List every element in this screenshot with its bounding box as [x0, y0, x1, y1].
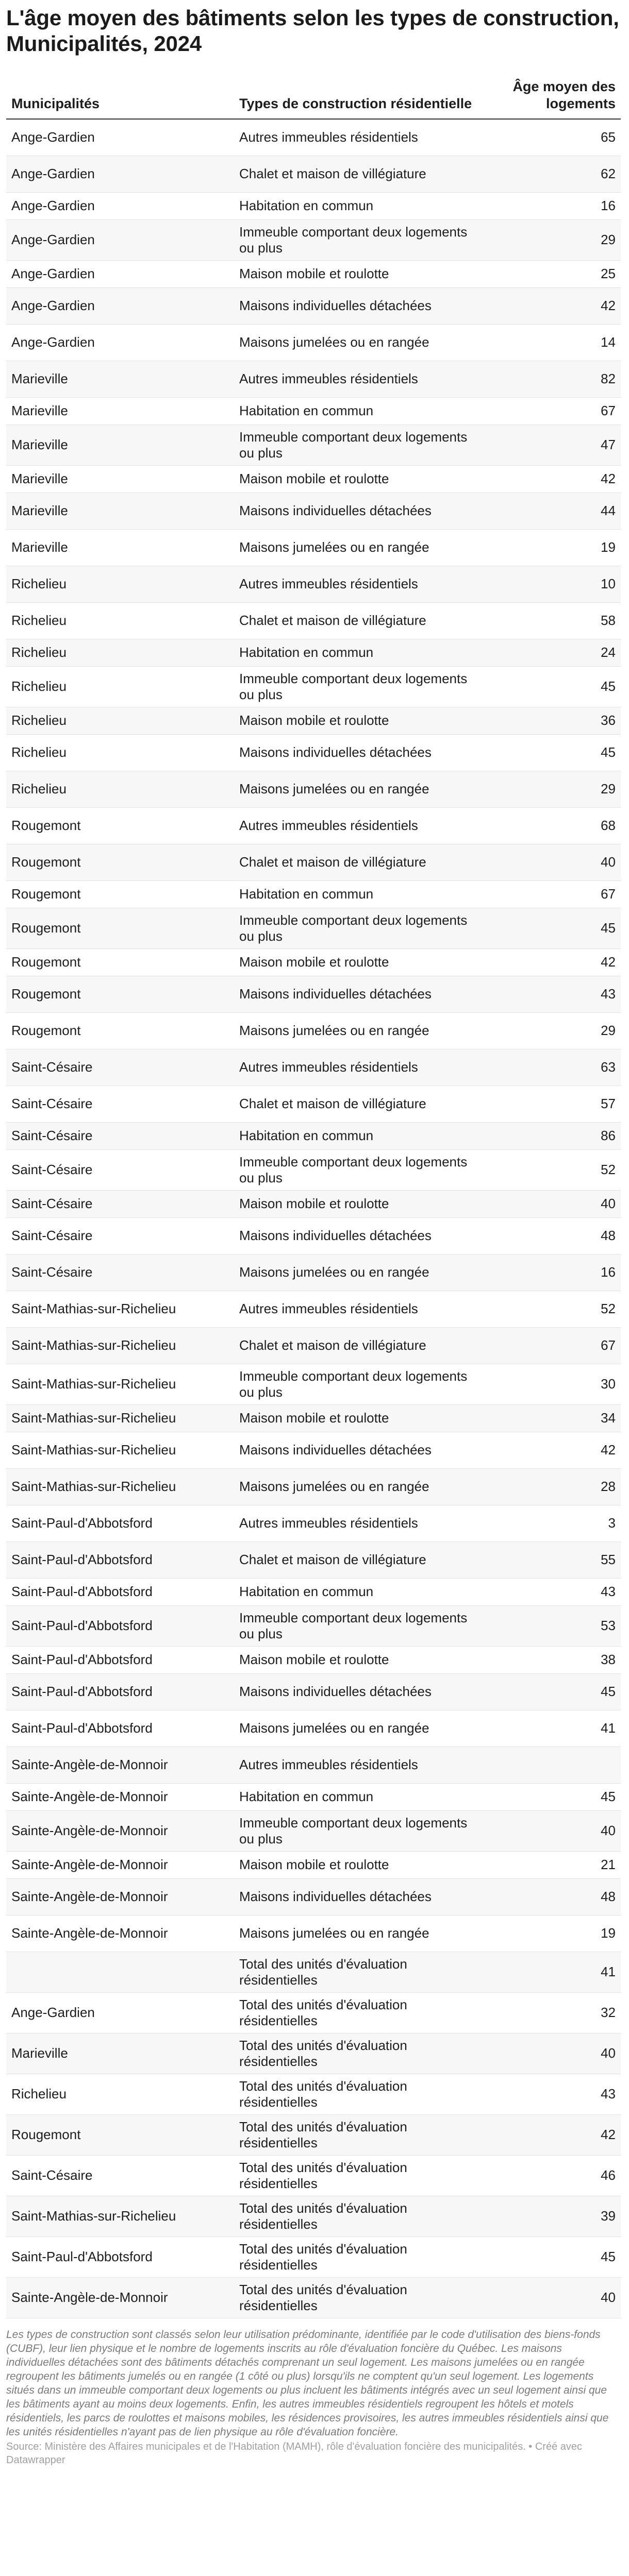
cell-municipalite: Richelieu: [6, 666, 234, 707]
cell-type-construction: Maison mobile et roulotte: [234, 1190, 482, 1217]
table-row: [6, 1086, 621, 1122]
cell-municipalite: Saint-Césaire: [6, 1086, 234, 1122]
cell-type-construction: Habitation en commun: [234, 192, 482, 219]
table-row: [6, 639, 621, 666]
data-table: [6, 78, 621, 2318]
cell-age-moyen: 16: [482, 1254, 621, 1291]
cell-age-moyen: 40: [482, 2277, 621, 2318]
cell-type-construction: Total des unités d'évaluation résidentielles: [234, 2236, 482, 2277]
cell-age-moyen: 44: [482, 493, 621, 529]
cell-age-moyen: 42: [482, 1432, 621, 1468]
table-row: [6, 1049, 621, 1086]
table-row: [6, 2236, 621, 2277]
table-row: [6, 1122, 621, 1149]
cell-age-moyen: 62: [482, 156, 621, 192]
cell-age-moyen: 32: [482, 1992, 621, 2033]
cell-age-moyen: 29: [482, 771, 621, 807]
table-row: [6, 1878, 621, 1915]
cell-municipalite: Saint-Paul-d'Abbotsford: [6, 1541, 234, 1578]
cell-age-moyen: 38: [482, 1646, 621, 1673]
cell-age-moyen: 45: [482, 734, 621, 771]
cell-type-construction: Maisons individuelles détachées: [234, 493, 482, 529]
cell-municipalite: Sainte-Angèle-de-Monnoir: [6, 1851, 234, 1878]
table-row: [6, 1217, 621, 1254]
cell-type-construction: Maisons jumelées ou en rangée: [234, 1254, 482, 1291]
cell-type-construction: Total des unités d'évaluation résidentielles: [234, 2074, 482, 2114]
cell-age-moyen: 40: [482, 2033, 621, 2074]
cell-municipalite: Marieville: [6, 425, 234, 465]
cell-type-construction: Immeuble comportant deux logements ou plus: [234, 1605, 482, 1646]
table-row: [6, 1810, 621, 1851]
cell-type-construction: Maisons jumelées ou en rangée: [234, 1012, 482, 1049]
cell-municipalite: Saint-Mathias-sur-Richelieu: [6, 1404, 234, 1432]
table-row: [6, 361, 621, 397]
table-row: [6, 1646, 621, 1673]
cell-age-moyen: 45: [482, 1673, 621, 1710]
cell-municipalite: Richelieu: [6, 707, 234, 734]
column-header-municipalites[interactable]: Municipalités: [6, 78, 234, 119]
table-row: [6, 1254, 621, 1291]
cell-age-moyen: 42: [482, 2114, 621, 2155]
table-row: [6, 397, 621, 425]
cell-age-moyen: 67: [482, 1327, 621, 1364]
table-row: [6, 260, 621, 287]
cell-age-moyen: 63: [482, 1049, 621, 1086]
cell-type-construction: Total des unités d'évaluation résidentielles: [234, 1952, 482, 1992]
cell-municipalite: [6, 1952, 234, 1992]
table-row: [6, 666, 621, 707]
cell-municipalite: Rougemont: [6, 908, 234, 948]
cell-municipalite: Saint-Paul-d'Abbotsford: [6, 1673, 234, 1710]
cell-municipalite: Rougemont: [6, 2114, 234, 2155]
cell-age-moyen: 45: [482, 908, 621, 948]
cell-type-construction: Immeuble comportant deux logements ou plus: [234, 1364, 482, 1404]
table-row: [6, 287, 621, 324]
cell-type-construction: Maisons jumelées ou en rangée: [234, 1468, 482, 1505]
table-row: [6, 2114, 621, 2155]
table-row: [6, 1012, 621, 1049]
cell-type-construction: Chalet et maison de villégiature: [234, 844, 482, 880]
cell-age-moyen: 42: [482, 465, 621, 493]
table-row: [6, 1468, 621, 1505]
table-row: [6, 2277, 621, 2318]
cell-type-construction: Immeuble comportant deux logements ou plus: [234, 219, 482, 260]
cell-age-moyen: 43: [482, 2074, 621, 2114]
cell-age-moyen: 30: [482, 1364, 621, 1404]
cell-age-moyen: 43: [482, 976, 621, 1012]
table-row: [6, 908, 621, 948]
cell-type-construction: Habitation en commun: [234, 1122, 482, 1149]
table-row: [6, 119, 621, 156]
cell-type-construction: Maisons jumelées ou en rangée: [234, 529, 482, 566]
table-row: [6, 707, 621, 734]
cell-age-moyen: 41: [482, 1952, 621, 1992]
cell-type-construction: Maisons individuelles détachées: [234, 1432, 482, 1468]
cell-municipalite: Rougemont: [6, 844, 234, 880]
table-row: [6, 219, 621, 260]
cell-age-moyen: 67: [482, 880, 621, 908]
cell-municipalite: Marieville: [6, 465, 234, 493]
table-row: [6, 1149, 621, 1190]
cell-municipalite: Marieville: [6, 361, 234, 397]
table-row: [6, 1190, 621, 1217]
cell-type-construction: Autres immeubles résidentiels: [234, 1049, 482, 1086]
cell-age-moyen: 45: [482, 666, 621, 707]
cell-age-moyen: 40: [482, 844, 621, 880]
table-row: [6, 425, 621, 465]
cell-type-construction: Habitation en commun: [234, 1783, 482, 1810]
cell-municipalite: Saint-Mathias-sur-Richelieu: [6, 1432, 234, 1468]
table-row: [6, 1578, 621, 1605]
cell-municipalite: Rougemont: [6, 976, 234, 1012]
cell-age-moyen: 3: [482, 1505, 621, 1541]
cell-age-moyen: 43: [482, 1578, 621, 1605]
cell-age-moyen: 24: [482, 639, 621, 666]
cell-municipalite: Richelieu: [6, 602, 234, 639]
cell-age-moyen: 57: [482, 1086, 621, 1122]
cell-municipalite: Sainte-Angèle-de-Monnoir: [6, 1747, 234, 1783]
cell-age-moyen: 40: [482, 1810, 621, 1851]
table-row: [6, 807, 621, 844]
header-row: [6, 78, 621, 119]
cell-municipalite: Sainte-Angèle-de-Monnoir: [6, 1783, 234, 1810]
table-row: [6, 324, 621, 361]
cell-age-moyen: 19: [482, 529, 621, 566]
cell-type-construction: Maisons jumelées ou en rangée: [234, 1710, 482, 1747]
cell-municipalite: Ange-Gardien: [6, 324, 234, 361]
cell-municipalite: Marieville: [6, 397, 234, 425]
cell-type-construction: Immeuble comportant deux logements ou plus: [234, 1149, 482, 1190]
table-row: [6, 844, 621, 880]
cell-municipalite: Marieville: [6, 493, 234, 529]
cell-type-construction: Habitation en commun: [234, 880, 482, 908]
cell-municipalite: Saint-Césaire: [6, 1217, 234, 1254]
table-row: [6, 1992, 621, 2033]
cell-age-moyen: 47: [482, 425, 621, 465]
cell-municipalite: Ange-Gardien: [6, 119, 234, 156]
cell-municipalite: Ange-Gardien: [6, 219, 234, 260]
cell-municipalite: Saint-Césaire: [6, 1049, 234, 1086]
cell-municipalite: Richelieu: [6, 639, 234, 666]
cell-age-moyen: 21: [482, 1851, 621, 1878]
cell-type-construction: Autres immeubles résidentiels: [234, 1505, 482, 1541]
cell-type-construction: Immeuble comportant deux logements ou plus: [234, 666, 482, 707]
cell-type-construction: Maisons jumelées ou en rangée: [234, 1915, 482, 1952]
table-row: [6, 529, 621, 566]
cell-type-construction: Maisons individuelles détachées: [234, 1673, 482, 1710]
cell-type-construction: Habitation en commun: [234, 639, 482, 666]
cell-municipalite: Marieville: [6, 529, 234, 566]
cell-type-construction: Maisons individuelles détachées: [234, 976, 482, 1012]
cell-type-construction: Maison mobile et roulotte: [234, 260, 482, 287]
table-row: [6, 1915, 621, 1952]
cell-age-moyen: 46: [482, 2155, 621, 2196]
cell-type-construction: Maisons individuelles détachées: [234, 1217, 482, 1254]
cell-age-moyen: 34: [482, 1404, 621, 1432]
cell-municipalite: Ange-Gardien: [6, 1992, 234, 2033]
cell-type-construction: Habitation en commun: [234, 397, 482, 425]
cell-municipalite: Sainte-Angèle-de-Monnoir: [6, 1810, 234, 1851]
cell-age-moyen: 52: [482, 1149, 621, 1190]
cell-municipalite: Saint-Césaire: [6, 1122, 234, 1149]
cell-age-moyen: 82: [482, 361, 621, 397]
cell-municipalite: Saint-Césaire: [6, 1254, 234, 1291]
cell-type-construction: Total des unités d'évaluation résidentielles: [234, 1992, 482, 2033]
cell-age-moyen: 48: [482, 1217, 621, 1254]
cell-municipalite: Saint-Paul-d'Abbotsford: [6, 1505, 234, 1541]
cell-municipalite: Saint-Paul-d'Abbotsford: [6, 1578, 234, 1605]
cell-municipalite: Rougemont: [6, 807, 234, 844]
cell-age-moyen: 53: [482, 1605, 621, 1646]
cell-municipalite: Sainte-Angèle-de-Monnoir: [6, 1878, 234, 1915]
cell-type-construction: Autres immeubles résidentiels: [234, 1291, 482, 1327]
cell-municipalite: Saint-Mathias-sur-Richelieu: [6, 2196, 234, 2236]
cell-type-construction: Maisons individuelles détachées: [234, 734, 482, 771]
table-row: [6, 2074, 621, 2114]
cell-type-construction: Chalet et maison de villégiature: [234, 1541, 482, 1578]
table-row: [6, 734, 621, 771]
cell-municipalite: Saint-Paul-d'Abbotsford: [6, 1710, 234, 1747]
table-body: [6, 119, 621, 2318]
table-row: [6, 2196, 621, 2236]
chart-notes: Les types de construction sont classés selon leur utilisation prédominante, identifiée par le code d'utilisation des biens-fonds (CUBF), leur lien physique et le nombre de logements inscrits au rôle d'évaluation foncière du Québec. Les maisons individuelles détachées sont des bâtiments détachés comprenant un seul logement. Les maisons jumelées ou en rangée regroupent les bâtiments jumelés ou en rangée (1 côté ou plus) lorsqu'ils ne comptent qu'un seul logement. Les logements situés dans un immeuble comportant deux logements ou plus incluent les bâtiments intégrés avec un seul logement ainsi que les bâtiments ayant au moins deux logements. Enfin, les autres immeubles résidentiels regroupent les hôtels et motels résidentiels, les parcs de roulottes et maisons mobiles, les résidences provisoires, les autres immeubles résidentiels ainsi que les unités résidentielles n'ayant pas de lien physique au rôle d'évaluation foncière.: [6, 2328, 609, 2438]
table-row: [6, 1327, 621, 1364]
cell-municipalite: Saint-Paul-d'Abbotsford: [6, 1605, 234, 1646]
cell-age-moyen: 29: [482, 1012, 621, 1049]
cell-municipalite: Saint-Paul-d'Abbotsford: [6, 2236, 234, 2277]
cell-age-moyen: 55: [482, 1541, 621, 1578]
table-row: [6, 1505, 621, 1541]
cell-age-moyen: 42: [482, 287, 621, 324]
cell-type-construction: Autres immeubles résidentiels: [234, 119, 482, 156]
table-row: [6, 976, 621, 1012]
cell-age-moyen: 25: [482, 260, 621, 287]
table-row: [6, 493, 621, 529]
cell-municipalite: Saint-Paul-d'Abbotsford: [6, 1646, 234, 1673]
cell-type-construction: Chalet et maison de villégiature: [234, 1327, 482, 1364]
cell-type-construction: Total des unités d'évaluation résidentielles: [234, 2196, 482, 2236]
table-row: [6, 465, 621, 493]
cell-municipalite: Richelieu: [6, 566, 234, 602]
table-row: [6, 1851, 621, 1878]
cell-municipalite: Sainte-Angèle-de-Monnoir: [6, 1915, 234, 1952]
cell-type-construction: Maisons individuelles détachées: [234, 1878, 482, 1915]
cell-type-construction: Autres immeubles résidentiels: [234, 566, 482, 602]
table-row: [6, 1783, 621, 1810]
cell-municipalite: Saint-Mathias-sur-Richelieu: [6, 1364, 234, 1404]
cell-type-construction: Total des unités d'évaluation résidentielles: [234, 2155, 482, 2196]
cell-type-construction: Immeuble comportant deux logements ou plus: [234, 908, 482, 948]
cell-type-construction: Maisons jumelées ou en rangée: [234, 771, 482, 807]
cell-type-construction: Chalet et maison de villégiature: [234, 1086, 482, 1122]
chart-title: L'âge moyen des bâtiments selon les types de construction, Municipalités, 2024: [6, 6, 619, 56]
cell-age-moyen: 10: [482, 566, 621, 602]
cell-age-moyen: 14: [482, 324, 621, 361]
table-row: [6, 1952, 621, 1992]
table-header: [6, 78, 621, 119]
cell-type-construction: Immeuble comportant deux logements ou plus: [234, 1810, 482, 1851]
cell-municipalite: Saint-Mathias-sur-Richelieu: [6, 1327, 234, 1364]
cell-municipalite: Saint-Césaire: [6, 1149, 234, 1190]
table-row: [6, 1673, 621, 1710]
cell-municipalite: Ange-Gardien: [6, 287, 234, 324]
cell-municipalite: Sainte-Angèle-de-Monnoir: [6, 2277, 234, 2318]
cell-age-moyen: 68: [482, 807, 621, 844]
table-row: [6, 771, 621, 807]
cell-age-moyen: 19: [482, 1915, 621, 1952]
cell-type-construction: Total des unités d'évaluation résidentielles: [234, 2277, 482, 2318]
cell-municipalite: Ange-Gardien: [6, 260, 234, 287]
cell-age-moyen: 40: [482, 1190, 621, 1217]
table-row: [6, 880, 621, 908]
table-row: [6, 566, 621, 602]
cell-type-construction: Maison mobile et roulotte: [234, 465, 482, 493]
cell-type-construction: Maison mobile et roulotte: [234, 1404, 482, 1432]
cell-age-moyen: 52: [482, 1291, 621, 1327]
cell-age-moyen: 86: [482, 1122, 621, 1149]
cell-age-moyen: [482, 1747, 621, 1783]
cell-type-construction: Total des unités d'évaluation résidentielles: [234, 2033, 482, 2074]
cell-type-construction: Maison mobile et roulotte: [234, 707, 482, 734]
cell-age-moyen: 48: [482, 1878, 621, 1915]
cell-municipalite: Ange-Gardien: [6, 156, 234, 192]
cell-type-construction: Maisons jumelées ou en rangée: [234, 324, 482, 361]
cell-type-construction: Maison mobile et roulotte: [234, 948, 482, 976]
cell-type-construction: Maisons individuelles détachées: [234, 287, 482, 324]
cell-age-moyen: 65: [482, 119, 621, 156]
cell-municipalite: Richelieu: [6, 2074, 234, 2114]
cell-municipalite: Marieville: [6, 2033, 234, 2074]
cell-type-construction: Chalet et maison de villégiature: [234, 602, 482, 639]
cell-age-moyen: 29: [482, 219, 621, 260]
table-row: [6, 948, 621, 976]
table-row: [6, 2033, 621, 2074]
cell-municipalite: Saint-Césaire: [6, 2155, 234, 2196]
cell-type-construction: Autres immeubles résidentiels: [234, 807, 482, 844]
cell-type-construction: Autres immeubles résidentiels: [234, 361, 482, 397]
cell-type-construction: Total des unités d'évaluation résidentielles: [234, 2114, 482, 2155]
table-row: [6, 1364, 621, 1404]
cell-age-moyen: 45: [482, 2236, 621, 2277]
cell-age-moyen: 58: [482, 602, 621, 639]
chart-source: Source: Ministère des Affaires municipales et de l'Habitation (MAMH), rôle d'évaluation foncière des municipalités. • Créé avec Datawrapper: [6, 2441, 583, 2466]
column-header-age-moyen[interactable]: Âge moyen des logements: [482, 78, 621, 119]
table-row: [6, 602, 621, 639]
table-row: [6, 1710, 621, 1747]
cell-type-construction: Habitation en commun: [234, 1578, 482, 1605]
cell-age-moyen: 39: [482, 2196, 621, 2236]
table-row: [6, 1605, 621, 1646]
cell-municipalite: Saint-Mathias-sur-Richelieu: [6, 1468, 234, 1505]
table-row: [6, 192, 621, 219]
cell-municipalite: Richelieu: [6, 771, 234, 807]
table-row: [6, 1541, 621, 1578]
table-row: [6, 1404, 621, 1432]
cell-municipalite: Richelieu: [6, 734, 234, 771]
cell-type-construction: Maison mobile et roulotte: [234, 1646, 482, 1673]
table-row: [6, 1291, 621, 1327]
cell-municipalite: Rougemont: [6, 880, 234, 908]
cell-age-moyen: 28: [482, 1468, 621, 1505]
cell-type-construction: Autres immeubles résidentiels: [234, 1747, 482, 1783]
cell-age-moyen: 45: [482, 1783, 621, 1810]
cell-age-moyen: 67: [482, 397, 621, 425]
cell-type-construction: Immeuble comportant deux logements ou plus: [234, 425, 482, 465]
column-header-types-construction[interactable]: Types de construction résidentielle: [234, 78, 482, 119]
cell-age-moyen: 16: [482, 192, 621, 219]
cell-type-construction: Maison mobile et roulotte: [234, 1851, 482, 1878]
cell-age-moyen: 42: [482, 948, 621, 976]
cell-municipalite: Rougemont: [6, 948, 234, 976]
cell-municipalite: Saint-Mathias-sur-Richelieu: [6, 1291, 234, 1327]
cell-age-moyen: 41: [482, 1710, 621, 1747]
cell-municipalite: Rougemont: [6, 1012, 234, 1049]
table-row: [6, 2155, 621, 2196]
table-row: [6, 1432, 621, 1468]
cell-municipalite: Ange-Gardien: [6, 192, 234, 219]
table-row: [6, 156, 621, 192]
cell-type-construction: Chalet et maison de villégiature: [234, 156, 482, 192]
cell-age-moyen: 36: [482, 707, 621, 734]
table-row: [6, 1747, 621, 1783]
cell-municipalite: Saint-Césaire: [6, 1190, 234, 1217]
